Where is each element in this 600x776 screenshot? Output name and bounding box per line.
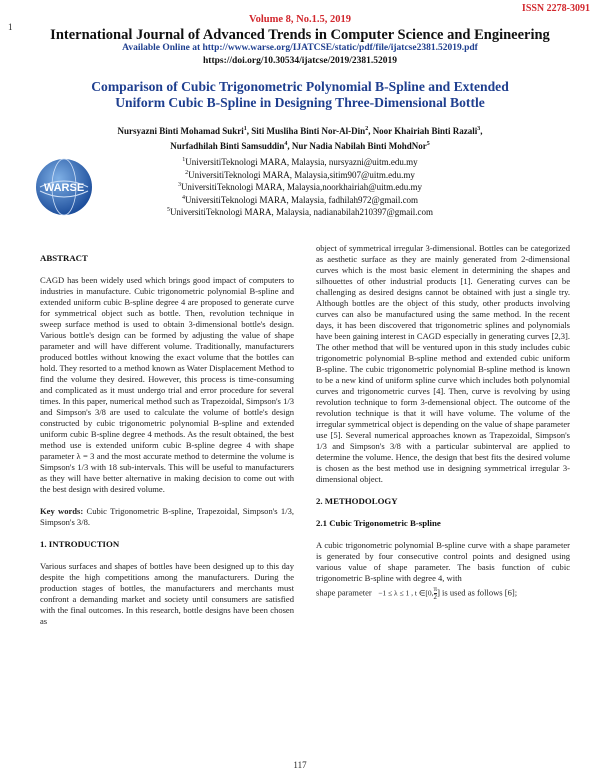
paper-title xyxy=(40,79,560,111)
affiliation-2 xyxy=(130,168,470,181)
fraction-numerator: π xyxy=(433,585,438,593)
keywords-text: Cubic Trigonometric B-spline, Trapezoidal, Simpson's 1/3, Simpson's 3/8. xyxy=(40,506,294,527)
keywords-label: Key words: xyxy=(40,506,84,516)
author-1-sup: 1 xyxy=(243,126,247,132)
title-line-2: Uniform Cubic B-Spline in Designing Three-Dimensional Bottle xyxy=(115,95,485,110)
journal-title: International Journal of Advanced Trends in Computer Science and Engineering xyxy=(50,27,550,43)
methodology-text: A cubic trigonometric polynomial B-spline curve with a shape parameter is generated by four consecutive control points and designed using various value of shape parameter. The basis function of cubic trigonometric B-spline with degree 4, with xyxy=(316,540,570,583)
abstract-heading: ABSTRACT xyxy=(40,253,88,263)
affiliation-2-sup: 2 xyxy=(185,169,189,176)
affiliation-1-sup: 1 xyxy=(182,157,186,163)
affiliation-5-sup: 5 xyxy=(166,207,170,214)
shape-param-prefix: shape parameter xyxy=(316,587,372,598)
affiliation-4-text: UniversitiTeknologi MARA, Malaysia, fadhilah972@gmail.com xyxy=(184,194,419,205)
affiliation-4 xyxy=(130,193,470,206)
affiliation-1-text: UniversitiTeknologi MARA, Malaysia, nursyazni@uitm.edu.my xyxy=(185,157,418,167)
author-3: , Noor Khairiah Binti Razali xyxy=(368,126,478,136)
introduction-continued-text: object of symmetrical irregular 3-dimensional. Bottles can be categorized as aesthetic surface as they are mainly generated from 2-dimensional curves which is the most basic element in determining the shapes and silhouettes of other industrial products [1]. Generating curves can be challenging as desired designs cannot be obtained with just a single try. Although bottles are the object of this study, other products involving curves can also be manufactured using the same method. In the recent days, it has been discovered that trigonometric splines and polynomials have been gaining interest in CAGD especially in generating curves [2,3]. The other method that will be ventured upon in this study includes cubic trigonometric polynomial B-spline method and extended cubic uniform B-spline. The cubic trigonometric polynomial B-spline method is known to be a new kind of uniform spline curve which includes both polynomial curves and trigonometric curves [4]. Then, curve is revolving by using revolution technique to form 3-demensional object. The outcome of the revolution technique is that it will have volume. The volume of the irregular symmetrical object is depending on the value of shape parameter use [5]. Several numerical approaches known as Trapezoidal, Simpson's 1/3 and Simpson's 3/8 with a particular subinterval are applied to determine the volume. Hence, the design that best fits the desired volume is chosen as the best method use in designing symmetrical irregular 3-dimensional object. xyxy=(316,243,570,484)
affiliations xyxy=(130,155,470,218)
affiliation-3-text: UniversitiTeknologi MARA, Malaysia,noorkhairiah@uitm.edu.my xyxy=(180,182,423,193)
affiliation-4-sup: 4 xyxy=(181,194,185,201)
affiliation-1 xyxy=(130,155,470,168)
available-online-link[interactable]: Available Online at http://www.warse.org/IJATCSE/static/pdf/file/ijatcse2381.52019.pdf xyxy=(122,43,478,53)
right-column xyxy=(316,243,570,601)
affiliation-3 xyxy=(130,180,470,193)
introduction-heading: 1. INTRODUCTION xyxy=(40,539,120,549)
affiliation-5-text: UniversitiTeknologi MARA, Malaysia, nadianabilah210397@gmail.com xyxy=(169,207,434,218)
author-4-sup: 4 xyxy=(284,141,288,147)
logo-text: WARSE xyxy=(43,182,85,194)
fraction-denominator: 2 xyxy=(433,593,438,601)
author-4: Nurfadhilah Binti Samsuddin xyxy=(170,141,285,151)
author-2: , Siti Musliha Binti Nor-Al-Din xyxy=(246,126,366,136)
shape-param-range: −1 ≤ λ ≤ 1 , t ∈[0, xyxy=(378,588,434,598)
author-2-sup: 2 xyxy=(365,126,369,132)
author-list xyxy=(40,123,560,153)
keywords xyxy=(40,506,294,528)
author-3-comma: , xyxy=(480,126,483,136)
issn: ISSN 2278-3091 xyxy=(521,3,590,14)
page-number: 117 xyxy=(293,760,307,770)
author-1: Nursyazni Binti Mohamad Sukri xyxy=(117,126,244,136)
shape-param-suffix: ] is used as follows [6]; xyxy=(437,587,518,598)
author-5-sup: 5 xyxy=(426,141,430,147)
affiliation-3-sup: 3 xyxy=(177,182,181,189)
title-line-1: Comparison of Cubic Trigonometric Polynomial B-Spline and Extended xyxy=(91,79,509,94)
shape-parameter-formula xyxy=(316,586,570,601)
introduction-text: Various surfaces and shapes of bottles have been designed up to this day despite the high competitions among the manufacturers. During the production stages of bottles, the manufacturers and merchants must confront a demanding market and society until consumers are satisfied with the final outcomes. In this research, bottle designs have been chosen as xyxy=(40,561,294,626)
volume-line: Volume 8, No.1.5, 2019 xyxy=(249,14,351,25)
author-3-sup: 3 xyxy=(477,126,481,132)
affiliation-2-text: UniversitiTeknologi MARA, Malaysia,sitim907@uitm.edu.my xyxy=(188,169,415,180)
methodology-heading: 2. METHODOLOGY xyxy=(316,496,398,506)
page-side-number: 1 xyxy=(8,22,13,32)
left-column xyxy=(40,253,294,627)
subsection-heading: 2.1 Cubic Trigonometric B-spline xyxy=(316,518,441,528)
doi-link[interactable]: https://doi.org/10.30534/ijatcse/2019/2381.52019 xyxy=(203,56,397,66)
abstract-text: CAGD has been widely used which brings good impact of computers to industries in manufacture. Cubic trigonometric polynomial B-spline and extended uniform cubic B-spline degree 4 are proposed to generate curve for symmetrical object such as bottle. Then, revolution technique in sweep surface method is used to obtain 3-dimensional bottle's design. Various bottle's design can be formed by adjusting the value of shape parameter and will have different volume. Traditionally, manufacturers produced bottles without knowing the exact volume that the bottles can hold. They resorted to a method known as Water Displacement Method to find the volume they desired. However, this process is time-consuming and complicated as it must undergo trial and error procedure for several times. In this paper, numerical method such as Trapezoidal, Simpson's 1/3 and Simpson's 3/8 are used to calculate the volume of bottle's design constructed by cubic trigonometric polynomial B-spline and extended uniform cubic B-spline degree 4 methods. As the result obtained, the best method use is extended uniform cubic B-spline degree 4 with shape parameter λ = 3 and the most accurate method to determine the volume is Simpson's 1/3 with 18 sub-intervals. This will be useful to manufacturers as they will have better alternative in making decision to come out with the best design with desired volume. xyxy=(40,275,294,494)
affiliation-5 xyxy=(130,205,470,218)
warse-logo xyxy=(34,157,94,217)
author-5: , Nur Nadia Nabilah Binti MohdNor xyxy=(287,141,427,151)
